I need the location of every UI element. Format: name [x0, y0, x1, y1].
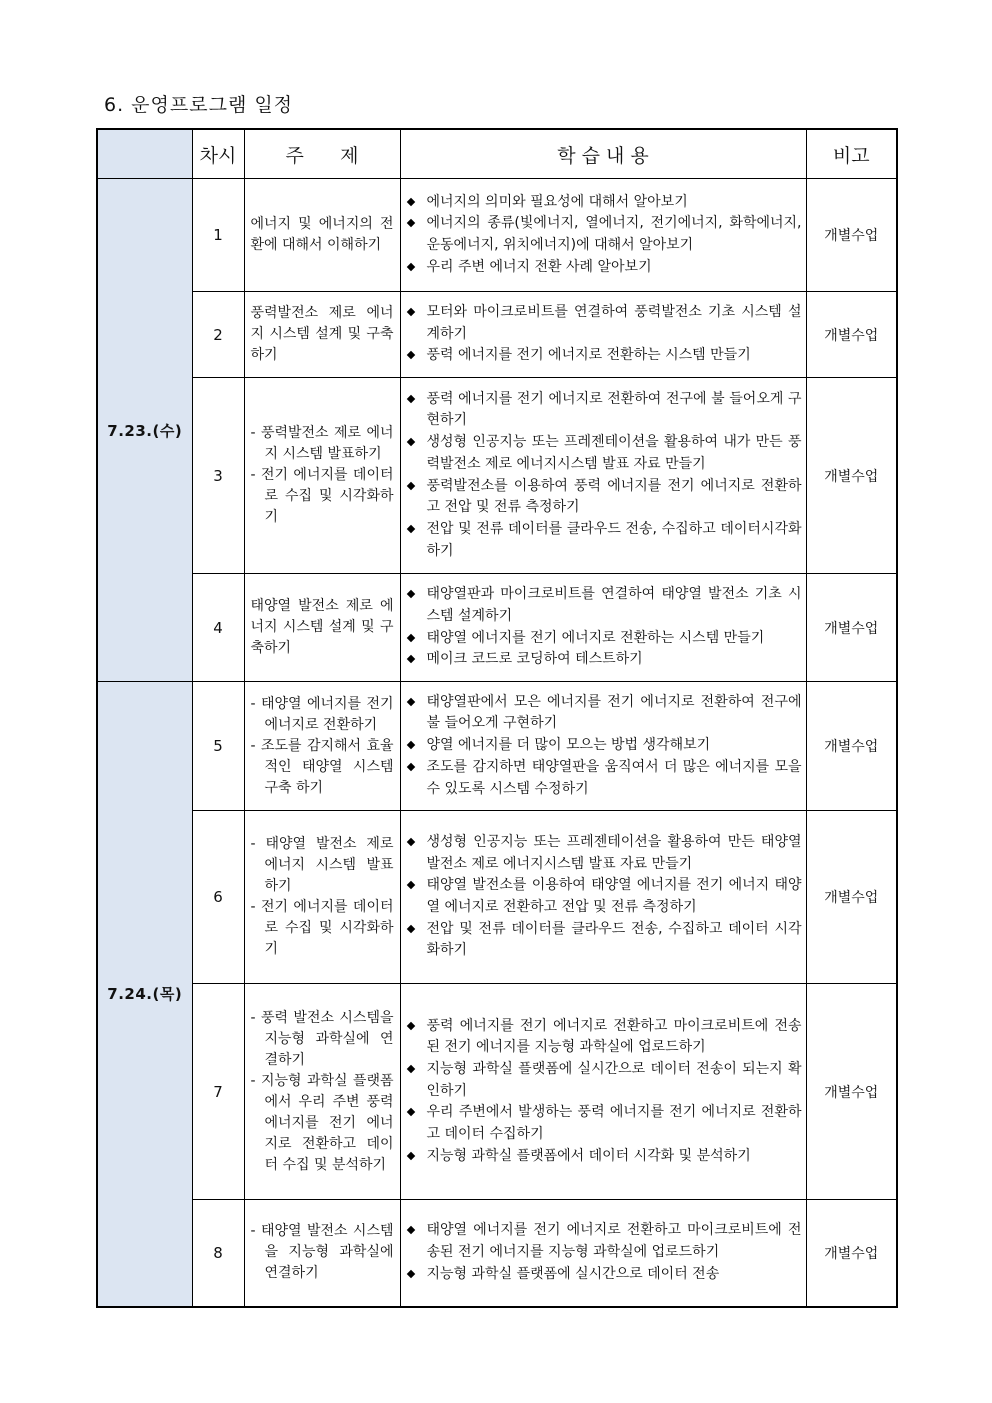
- content-item: 태양열판과 마이크로비트를 연결하여 태양열 발전소 기초 시스템 설계하기: [403, 584, 802, 627]
- header-note: 비고: [806, 129, 897, 179]
- topic-line: - 풍력발전소 제로 에너지 시스템 발표하기: [250, 425, 394, 462]
- topic-cell: [244, 179, 400, 292]
- content-item: 지능형 과학실 플랫폼에 실시간으로 데이터 전송이 되는지 확인하기: [403, 1059, 802, 1102]
- content-cell: [400, 179, 806, 292]
- note-cell: 개별수업: [806, 984, 897, 1200]
- topic-line: - 전기 에너지를 데이터로 수집 및 시각화하기: [250, 467, 394, 525]
- topic-cell: [244, 682, 400, 811]
- content-item: 모터와 마이크로비트를 연결하여 풍력발전소 기초 시스템 설계하기: [403, 302, 802, 345]
- topic-cell: [244, 574, 400, 682]
- topic-cell: [244, 378, 400, 574]
- topic-line: - 태양열 에너지를 전기 에너지로 전환하기: [250, 695, 394, 733]
- content-cell: [400, 984, 806, 1200]
- topic-line: - 풍력 발전소 시스템을 지능형 과학실에 연결하기: [250, 1009, 394, 1068]
- content-cell: [400, 292, 806, 378]
- content-cell: [400, 1200, 806, 1307]
- session-number: 6: [192, 811, 244, 984]
- content-item: 풍력 에너지를 전기 에너지로 전환하는 시스템 만들기: [403, 345, 802, 367]
- content-item: 전압 및 전류 데이터를 클라우드 전송, 수집하고 데이터 시각화하기: [403, 919, 802, 962]
- table-row: [97, 574, 897, 682]
- content-item: 태양열 에너지를 전기 에너지로 전환하는 시스템 만들기: [403, 628, 802, 650]
- schedule-table: [96, 128, 898, 1308]
- content-cell: [400, 574, 806, 682]
- date-cell: 7.24.(목): [97, 682, 192, 1307]
- table-header-row: [97, 129, 897, 179]
- session-number: 5: [192, 682, 244, 811]
- note-cell: 개별수업: [806, 1200, 897, 1307]
- content-item: 풍력발전소를 이용하여 풍력 에너지를 전기 에너지로 전환하고 전압 및 전류 측정하기: [403, 476, 802, 519]
- session-number: 2: [192, 292, 244, 378]
- content-item: 태양열 발전소를 이용하여 태양열 에너지를 전기 에너지 태양열 에너지로 전환하고 전압 및 전류 측정하기: [403, 875, 802, 918]
- table-row: [97, 179, 897, 292]
- session-number: 1: [192, 179, 244, 292]
- table-row: [97, 682, 897, 811]
- header-session: 차시: [192, 129, 244, 179]
- topic-cell: [244, 1200, 400, 1307]
- content-item: 우리 주변에서 발생하는 풍력 에너지를 전기 에너지로 전환하고 데이터 수집하기: [403, 1102, 802, 1145]
- date-cell: 7.23.(수): [97, 179, 192, 682]
- note-cell: 개별수업: [806, 292, 897, 378]
- topic-line: - 조도를 감지해서 효율적인 태양열 시스템 구축 하기: [250, 737, 394, 796]
- header-content: 학 습 내 용: [400, 129, 806, 179]
- topic-cell: [244, 811, 400, 984]
- content-cell: [400, 378, 806, 574]
- content-item: 태양열 에너지를 전기 에너지로 전환하고 마이크로비트에 전송된 전기 에너지를 지능형 과학실에 업로드하기: [403, 1220, 802, 1263]
- session-number: 7: [192, 984, 244, 1200]
- header-topic: 주 제: [244, 129, 400, 179]
- topic-line: - 태양열 발전소 시스템을 지능형 과학실에 연결하기: [250, 1223, 394, 1282]
- session-number: 8: [192, 1200, 244, 1307]
- content-item: 양열 에너지를 더 많이 모으는 방법 생각해보기: [403, 735, 802, 757]
- section-title: 6. 운영프로그램 일정: [104, 94, 294, 116]
- topic-line: 태양열 발전소 제로 에너지 시스템 설계 및 구축하기: [250, 598, 394, 656]
- content-item: 태양열판에서 모은 에너지를 전기 에너지로 전환하여 전구에 불 들어오게 구현하기: [403, 692, 802, 735]
- content-item: 생성형 인공지능 또는 프레젠테이션을 활용하여 내가 만든 풍력발전소 제로 에너지시스템 발표 자료 만들기: [403, 432, 802, 475]
- topic-line: 풍력발전소 제로 에너지 시스템 설계 및 구축하기: [250, 305, 394, 363]
- session-number: 4: [192, 574, 244, 682]
- header-date: [97, 129, 192, 179]
- content-item: 풍력 에너지를 전기 에너지로 전환하여 전구에 불 들어오게 구현하기: [403, 389, 802, 432]
- content-item: 메이크 코드로 코딩하여 테스트하기: [403, 649, 802, 671]
- note-cell: 개별수업: [806, 378, 897, 574]
- table-row: [97, 378, 897, 574]
- topic-line: - 태양열 발전소 제로 에너지 시스템 발표하기: [250, 836, 394, 894]
- note-cell: 개별수업: [806, 574, 897, 682]
- table-row: [97, 811, 897, 984]
- content-item: 조도를 감지하면 태양열판을 움직여서 더 많은 에너지를 모을 수 있도록 시스템 수정하기: [403, 757, 802, 800]
- content-item: 에너지의 종류(빛에너지, 열에너지, 전기에너지, 화학에너지, 운동에너지, 위치에너지)에 대해서 알아보기: [403, 213, 802, 256]
- note-cell: 개별수업: [806, 179, 897, 292]
- content-item: 전압 및 전류 데이터를 클라우드 전송, 수집하고 데이터시각화하기: [403, 519, 802, 562]
- content-item: 지능형 과학실 플랫폼에서 데이터 시각화 및 분석하기: [403, 1146, 802, 1168]
- session-number: 3: [192, 378, 244, 574]
- content-item: 에너지의 의미와 필요성에 대해서 알아보기: [403, 192, 802, 214]
- topic-line: - 지능형 과학실 플랫폼에서 우리 주변 풍력에너지를 전기 에너지로 전환하고 데이터 수집 및 분석하기: [250, 1072, 394, 1173]
- note-cell: 개별수업: [806, 682, 897, 811]
- content-cell: [400, 811, 806, 984]
- content-item: 풍력 에너지를 전기 에너지로 전환하고 마이크로비트에 전송된 전기 에너지를 지능형 과학실에 업로드하기: [403, 1016, 802, 1059]
- schedule-body: [97, 179, 897, 1307]
- content-cell: [400, 682, 806, 811]
- table-row: [97, 292, 897, 378]
- note-cell: 개별수업: [806, 811, 897, 984]
- topic-line: 에너지 및 에너지의 전환에 대해서 이해하기: [250, 216, 394, 253]
- topic-line: - 전기 에너지를 데이터로 수집 및 시각화하기: [250, 899, 394, 957]
- topic-cell: [244, 292, 400, 378]
- topic-cell: [244, 984, 400, 1200]
- table-row: [97, 984, 897, 1200]
- content-item: 지능형 과학실 플랫폼에 실시간으로 데이터 전송: [403, 1264, 802, 1286]
- content-item: 생성형 인공지능 또는 프레젠테이션을 활용하여 만든 태양열 발전소 제로 에너지시스템 발표 자료 만들기: [403, 832, 802, 875]
- table-row: [97, 1200, 897, 1307]
- content-item: 우리 주변 에너지 전환 사례 알아보기: [403, 257, 802, 279]
